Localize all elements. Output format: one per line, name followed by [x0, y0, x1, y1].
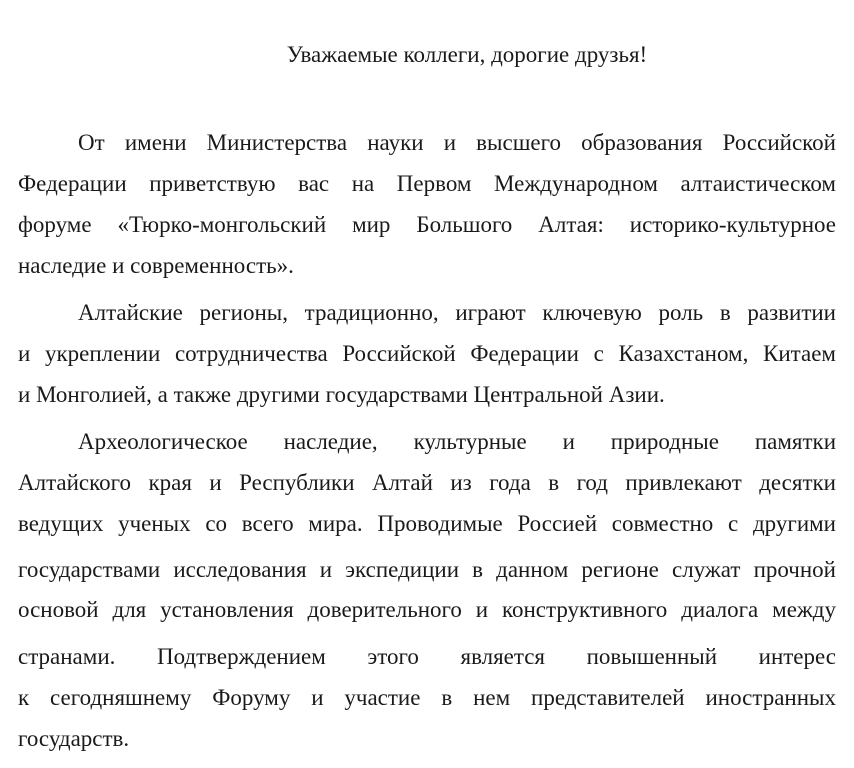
paragraph-2-line-2: и укреплении сотрудничества Российской Федерации с Казахстаном, Китаем [18, 341, 836, 366]
paragraph-3-line-5: основой для установления доверительного и конструктивного диалога между [18, 597, 836, 622]
paragraph-2-line-3: и Монголией, а также другими государствами Центральной Азии. [18, 382, 665, 407]
paragraph-3-line-4: государствами исследования и экспедиции в данном регионе служат прочной [18, 557, 836, 582]
paragraph-1-line-3: форуме «Тюрко-монгольский мир Большого Алтая: историко-культурное [18, 212, 836, 237]
paragraph-3-line-2: Алтайского края и Республики Алтай из года в год привлекают десятки [18, 470, 836, 495]
paragraph-3-line-3: ведущих ученых со всего мира. Проводимые Россией совместно с другими [18, 511, 836, 536]
paragraph-1-line-2: Федерации приветствую вас на Первом Международном алтаистическом [18, 171, 836, 196]
paragraph-1-line-1: От имени Министерства науки и высшего образования Российской [78, 130, 836, 155]
paragraph-2-line-1: Алтайские регионы, традиционно, играют ключевую роль в развитии [78, 300, 836, 325]
paragraph-3-line-1: Археологическое наследие, культурные и природные памятки [78, 429, 836, 454]
paragraph-3-line-7: к сегодняшнему Форуму и участие в нем представителей иностранных [18, 685, 836, 710]
paragraph-1-line-4: наследие и современность». [18, 253, 294, 278]
paragraph-3-line-8: государств. [18, 726, 130, 751]
greeting-heading: Уважаемые коллеги, дорогие друзья! [286, 42, 648, 67]
paragraph-3-line-6: странами. Подтверждением этого является повышенный интерес [18, 644, 836, 669]
